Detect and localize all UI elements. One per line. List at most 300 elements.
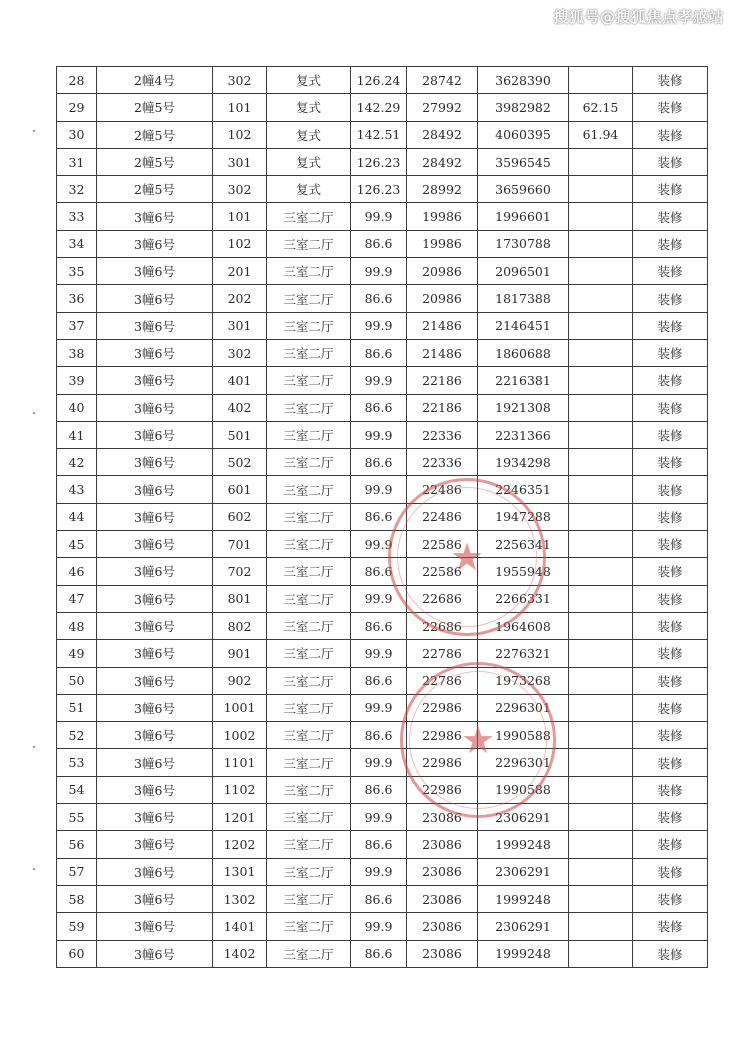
cell-unit-price: 22786 <box>407 667 478 694</box>
cell-total: 2296301 <box>478 749 569 776</box>
cell-no: 49 <box>57 640 97 667</box>
cell-total: 1964608 <box>478 612 569 639</box>
cell-building: 3幢6号 <box>97 394 213 421</box>
cell-rate <box>569 531 633 558</box>
cell-room: 101 <box>213 94 267 121</box>
cell-building: 3幢6号 <box>97 913 213 940</box>
cell-type: 三室二厅 <box>267 339 351 366</box>
cell-type: 三室二厅 <box>267 558 351 585</box>
cell-building: 3幢6号 <box>97 503 213 530</box>
cell-rate <box>569 67 633 94</box>
cell-decoration: 装修 <box>633 722 708 749</box>
cell-decoration: 装修 <box>633 940 708 967</box>
table-row <box>57 940 708 967</box>
cell-room: 101 <box>213 203 267 230</box>
cell-rate <box>569 913 633 940</box>
cell-rate <box>569 722 633 749</box>
cell-decoration: 装修 <box>633 503 708 530</box>
cell-room: 1302 <box>213 885 267 912</box>
cell-room: 301 <box>213 312 267 339</box>
cell-total: 1973268 <box>478 667 569 694</box>
cell-type: 复式 <box>267 148 351 175</box>
cell-unit-price: 28742 <box>407 67 478 94</box>
cell-area: 86.6 <box>351 776 407 803</box>
cell-rate <box>569 940 633 967</box>
cell-building: 3幢6号 <box>97 339 213 366</box>
cell-unit-price: 23086 <box>407 858 478 885</box>
cell-room: 1401 <box>213 913 267 940</box>
cell-decoration: 装修 <box>633 148 708 175</box>
cell-building: 3幢6号 <box>97 612 213 639</box>
cell-room: 902 <box>213 667 267 694</box>
cell-type: 三室二厅 <box>267 203 351 230</box>
cell-decoration: 装修 <box>633 885 708 912</box>
cell-decoration: 装修 <box>633 585 708 612</box>
cell-area: 99.9 <box>351 913 407 940</box>
cell-room: 1101 <box>213 749 267 776</box>
cell-total: 1817388 <box>478 285 569 312</box>
cell-room: 702 <box>213 558 267 585</box>
cell-no: 53 <box>57 749 97 776</box>
cell-room: 602 <box>213 503 267 530</box>
cell-no: 59 <box>57 913 97 940</box>
table-row <box>57 339 708 366</box>
cell-unit-price: 23086 <box>407 804 478 831</box>
cell-total: 2306291 <box>478 858 569 885</box>
cell-area: 86.6 <box>351 285 407 312</box>
cell-area: 86.6 <box>351 503 407 530</box>
cell-unit-price: 22986 <box>407 776 478 803</box>
star-icon: ★ <box>460 718 496 762</box>
cell-rate <box>569 339 633 366</box>
cell-total: 2276321 <box>478 640 569 667</box>
cell-type: 三室二厅 <box>267 804 351 831</box>
cell-area: 99.9 <box>351 749 407 776</box>
cell-area: 86.6 <box>351 831 407 858</box>
cell-building: 3幢6号 <box>97 230 213 257</box>
cell-building: 3幢6号 <box>97 203 213 230</box>
cell-type: 三室二厅 <box>267 476 351 503</box>
cell-rate <box>569 230 633 257</box>
cell-total: 2296301 <box>478 694 569 721</box>
cell-total: 2246351 <box>478 476 569 503</box>
table-row <box>57 121 708 148</box>
cell-area: 86.6 <box>351 722 407 749</box>
cell-unit-price: 22986 <box>407 722 478 749</box>
cell-area: 142.29 <box>351 94 407 121</box>
cell-type: 复式 <box>267 121 351 148</box>
cell-decoration: 装修 <box>633 558 708 585</box>
cell-building: 3幢6号 <box>97 694 213 721</box>
cell-total: 1947288 <box>478 503 569 530</box>
cell-room: 202 <box>213 285 267 312</box>
cell-type: 三室二厅 <box>267 749 351 776</box>
cell-unit-price: 22986 <box>407 694 478 721</box>
cell-rate <box>569 312 633 339</box>
cell-rate <box>569 558 633 585</box>
cell-unit-price: 22986 <box>407 749 478 776</box>
cell-room: 801 <box>213 585 267 612</box>
cell-decoration: 装修 <box>633 421 708 448</box>
cell-building: 3幢6号 <box>97 940 213 967</box>
cell-no: 55 <box>57 804 97 831</box>
cell-building: 3幢6号 <box>97 421 213 448</box>
cell-total: 1921308 <box>478 394 569 421</box>
table-row <box>57 67 708 94</box>
table-row <box>57 776 708 803</box>
cell-building: 2幢5号 <box>97 121 213 148</box>
cell-type: 三室二厅 <box>267 831 351 858</box>
cell-decoration: 装修 <box>633 612 708 639</box>
cell-unit-price: 23086 <box>407 885 478 912</box>
cell-total: 1934298 <box>478 449 569 476</box>
cell-total: 1999248 <box>478 885 569 912</box>
table-row <box>57 230 708 257</box>
table-row <box>57 640 708 667</box>
cell-area: 99.9 <box>351 804 407 831</box>
cell-type: 三室二厅 <box>267 940 351 967</box>
cell-area: 86.6 <box>351 230 407 257</box>
cell-building: 3幢6号 <box>97 667 213 694</box>
table-row <box>57 421 708 448</box>
cell-decoration: 装修 <box>633 749 708 776</box>
table-body <box>57 67 708 968</box>
cell-no: 50 <box>57 667 97 694</box>
cell-no: 56 <box>57 831 97 858</box>
cell-type: 三室二厅 <box>267 640 351 667</box>
cell-building: 3幢6号 <box>97 258 213 285</box>
cell-room: 501 <box>213 421 267 448</box>
star-icon: ★ <box>449 535 485 579</box>
cell-building: 3幢6号 <box>97 640 213 667</box>
cell-decoration: 装修 <box>633 913 708 940</box>
cell-unit-price: 21486 <box>407 312 478 339</box>
cell-no: 51 <box>57 694 97 721</box>
cell-area: 86.6 <box>351 940 407 967</box>
cell-unit-price: 28492 <box>407 148 478 175</box>
cell-room: 1202 <box>213 831 267 858</box>
cell-decoration: 装修 <box>633 203 708 230</box>
table-row <box>57 612 708 639</box>
cell-area: 86.6 <box>351 667 407 694</box>
price-table <box>56 66 708 968</box>
cell-no: 34 <box>57 230 97 257</box>
cell-total: 4060395 <box>478 121 569 148</box>
table-row <box>57 531 708 558</box>
cell-total: 2306291 <box>478 804 569 831</box>
cell-total: 2306291 <box>478 913 569 940</box>
cell-no: 60 <box>57 940 97 967</box>
cell-unit-price: 22486 <box>407 476 478 503</box>
cell-building: 2幢5号 <box>97 176 213 203</box>
table-row <box>57 394 708 421</box>
cell-room: 302 <box>213 67 267 94</box>
cell-rate <box>569 258 633 285</box>
cell-building: 3幢6号 <box>97 804 213 831</box>
cell-rate <box>569 612 633 639</box>
cell-total: 3659660 <box>478 176 569 203</box>
cell-type: 三室二厅 <box>267 722 351 749</box>
cell-type: 三室二厅 <box>267 449 351 476</box>
cell-decoration: 装修 <box>633 476 708 503</box>
cell-decoration: 装修 <box>633 176 708 203</box>
cell-decoration: 装修 <box>633 776 708 803</box>
cell-total: 1996601 <box>478 203 569 230</box>
cell-building: 3幢6号 <box>97 558 213 585</box>
cell-unit-price: 22186 <box>407 394 478 421</box>
cell-room: 102 <box>213 230 267 257</box>
cell-type: 三室二厅 <box>267 230 351 257</box>
cell-rate <box>569 776 633 803</box>
cell-total: 1860688 <box>478 339 569 366</box>
table-row <box>57 749 708 776</box>
cell-area: 99.9 <box>351 312 407 339</box>
cell-type: 三室二厅 <box>267 258 351 285</box>
cell-room: 1301 <box>213 858 267 885</box>
cell-rate <box>569 585 633 612</box>
cell-building: 3幢6号 <box>97 449 213 476</box>
cell-area: 86.6 <box>351 558 407 585</box>
cell-area: 99.9 <box>351 531 407 558</box>
cell-building: 3幢6号 <box>97 722 213 749</box>
cell-unit-price: 20986 <box>407 285 478 312</box>
cell-room: 401 <box>213 367 267 394</box>
cell-area: 99.9 <box>351 367 407 394</box>
cell-no: 32 <box>57 176 97 203</box>
cell-no: 46 <box>57 558 97 585</box>
cell-room: 1102 <box>213 776 267 803</box>
table-row <box>57 148 708 175</box>
cell-room: 502 <box>213 449 267 476</box>
cell-total: 2231366 <box>478 421 569 448</box>
cell-unit-price: 22336 <box>407 449 478 476</box>
cell-room: 302 <box>213 176 267 203</box>
cell-total: 1955948 <box>478 558 569 585</box>
cell-no: 48 <box>57 612 97 639</box>
cell-total: 1990588 <box>478 776 569 803</box>
cell-unit-price: 22586 <box>407 531 478 558</box>
cell-unit-price: 22486 <box>407 503 478 530</box>
cell-no: 28 <box>57 67 97 94</box>
cell-no: 38 <box>57 339 97 366</box>
cell-building: 3幢6号 <box>97 285 213 312</box>
table-row <box>57 176 708 203</box>
table-row <box>57 913 708 940</box>
cell-room: 701 <box>213 531 267 558</box>
cell-no: 58 <box>57 885 97 912</box>
cell-type: 三室二厅 <box>267 394 351 421</box>
cell-total: 2266331 <box>478 585 569 612</box>
cell-area: 99.9 <box>351 258 407 285</box>
cell-building: 3幢6号 <box>97 367 213 394</box>
cell-building: 3幢6号 <box>97 858 213 885</box>
cell-total: 2216381 <box>478 367 569 394</box>
table-row <box>57 694 708 721</box>
cell-no: 43 <box>57 476 97 503</box>
cell-rate <box>569 858 633 885</box>
scan-dot <box>33 868 35 870</box>
table-row <box>57 722 708 749</box>
cell-decoration: 装修 <box>633 694 708 721</box>
table-row <box>57 585 708 612</box>
cell-total: 3982982 <box>478 94 569 121</box>
cell-room: 901 <box>213 640 267 667</box>
table-row <box>57 258 708 285</box>
scan-dot <box>33 746 35 748</box>
cell-rate <box>569 176 633 203</box>
table-row <box>57 476 708 503</box>
cell-area: 86.6 <box>351 885 407 912</box>
table-row <box>57 831 708 858</box>
cell-area: 99.9 <box>351 694 407 721</box>
cell-building: 3幢6号 <box>97 776 213 803</box>
cell-type: 复式 <box>267 67 351 94</box>
cell-building: 3幢6号 <box>97 749 213 776</box>
cell-no: 57 <box>57 858 97 885</box>
cell-building: 3幢6号 <box>97 476 213 503</box>
cell-area: 86.6 <box>351 339 407 366</box>
cell-unit-price: 22586 <box>407 558 478 585</box>
cell-area: 86.6 <box>351 394 407 421</box>
cell-type: 三室二厅 <box>267 913 351 940</box>
cell-room: 301 <box>213 148 267 175</box>
table-row <box>57 203 708 230</box>
cell-type: 三室二厅 <box>267 531 351 558</box>
cell-area: 86.6 <box>351 612 407 639</box>
cell-unit-price: 27992 <box>407 94 478 121</box>
cell-decoration: 装修 <box>633 367 708 394</box>
cell-area: 99.9 <box>351 585 407 612</box>
cell-rate <box>569 203 633 230</box>
table-row <box>57 285 708 312</box>
cell-no: 39 <box>57 367 97 394</box>
cell-total: 2256341 <box>478 531 569 558</box>
cell-decoration: 装修 <box>633 804 708 831</box>
cell-rate <box>569 885 633 912</box>
cell-unit-price: 23086 <box>407 913 478 940</box>
cell-room: 601 <box>213 476 267 503</box>
cell-building: 3幢6号 <box>97 831 213 858</box>
cell-decoration: 装修 <box>633 831 708 858</box>
cell-unit-price: 28992 <box>407 176 478 203</box>
cell-rate <box>569 476 633 503</box>
cell-no: 35 <box>57 258 97 285</box>
cell-building: 2幢4号 <box>97 67 213 94</box>
cell-room: 1002 <box>213 722 267 749</box>
cell-total: 2146451 <box>478 312 569 339</box>
cell-type: 三室二厅 <box>267 421 351 448</box>
cell-rate <box>569 667 633 694</box>
cell-rate <box>569 694 633 721</box>
scan-dot <box>33 130 35 132</box>
cell-total: 1730788 <box>478 230 569 257</box>
table-row <box>57 449 708 476</box>
cell-type: 三室二厅 <box>267 503 351 530</box>
table-row <box>57 558 708 585</box>
cell-type: 三室二厅 <box>267 667 351 694</box>
cell-area: 99.9 <box>351 421 407 448</box>
cell-room: 1402 <box>213 940 267 967</box>
cell-type: 三室二厅 <box>267 312 351 339</box>
cell-no: 45 <box>57 531 97 558</box>
cell-room: 201 <box>213 258 267 285</box>
cell-decoration: 装修 <box>633 94 708 121</box>
cell-rate: 62.15 <box>569 94 633 121</box>
cell-no: 33 <box>57 203 97 230</box>
cell-no: 42 <box>57 449 97 476</box>
scan-dot <box>33 412 35 414</box>
cell-room: 802 <box>213 612 267 639</box>
cell-unit-price: 22186 <box>407 367 478 394</box>
cell-decoration: 装修 <box>633 258 708 285</box>
cell-type: 三室二厅 <box>267 585 351 612</box>
cell-unit-price: 21486 <box>407 339 478 366</box>
cell-building: 3幢6号 <box>97 531 213 558</box>
cell-no: 37 <box>57 312 97 339</box>
table-row <box>57 885 708 912</box>
cell-unit-price: 22686 <box>407 612 478 639</box>
cell-rate <box>569 749 633 776</box>
cell-decoration: 装修 <box>633 394 708 421</box>
table-row <box>57 804 708 831</box>
cell-no: 44 <box>57 503 97 530</box>
cell-type: 三室二厅 <box>267 367 351 394</box>
cell-rate <box>569 421 633 448</box>
cell-type: 复式 <box>267 176 351 203</box>
cell-type: 三室二厅 <box>267 858 351 885</box>
cell-total: 1999248 <box>478 940 569 967</box>
cell-decoration: 装修 <box>633 230 708 257</box>
cell-unit-price: 22786 <box>407 640 478 667</box>
cell-decoration: 装修 <box>633 312 708 339</box>
cell-unit-price: 23086 <box>407 831 478 858</box>
cell-building: 3幢6号 <box>97 585 213 612</box>
cell-rate <box>569 148 633 175</box>
cell-no: 40 <box>57 394 97 421</box>
cell-room: 402 <box>213 394 267 421</box>
cell-no: 30 <box>57 121 97 148</box>
cell-decoration: 装修 <box>633 339 708 366</box>
cell-total: 2096501 <box>478 258 569 285</box>
cell-decoration: 装修 <box>633 667 708 694</box>
cell-rate <box>569 503 633 530</box>
cell-no: 31 <box>57 148 97 175</box>
cell-unit-price: 22336 <box>407 421 478 448</box>
cell-building: 2幢5号 <box>97 148 213 175</box>
cell-rate <box>569 367 633 394</box>
cell-no: 41 <box>57 421 97 448</box>
table-row <box>57 858 708 885</box>
cell-type: 三室二厅 <box>267 612 351 639</box>
cell-decoration: 装修 <box>633 640 708 667</box>
table-row <box>57 94 708 121</box>
cell-type: 三室二厅 <box>267 776 351 803</box>
cell-decoration: 装修 <box>633 858 708 885</box>
cell-room: 1201 <box>213 804 267 831</box>
cell-decoration: 装修 <box>633 121 708 148</box>
cell-unit-price: 23086 <box>407 940 478 967</box>
cell-no: 52 <box>57 722 97 749</box>
cell-no: 29 <box>57 94 97 121</box>
cell-total: 3596545 <box>478 148 569 175</box>
cell-decoration: 装修 <box>633 285 708 312</box>
cell-rate <box>569 640 633 667</box>
cell-no: 36 <box>57 285 97 312</box>
cell-unit-price: 19986 <box>407 203 478 230</box>
cell-type: 复式 <box>267 94 351 121</box>
cell-decoration: 装修 <box>633 67 708 94</box>
cell-type: 三室二厅 <box>267 285 351 312</box>
